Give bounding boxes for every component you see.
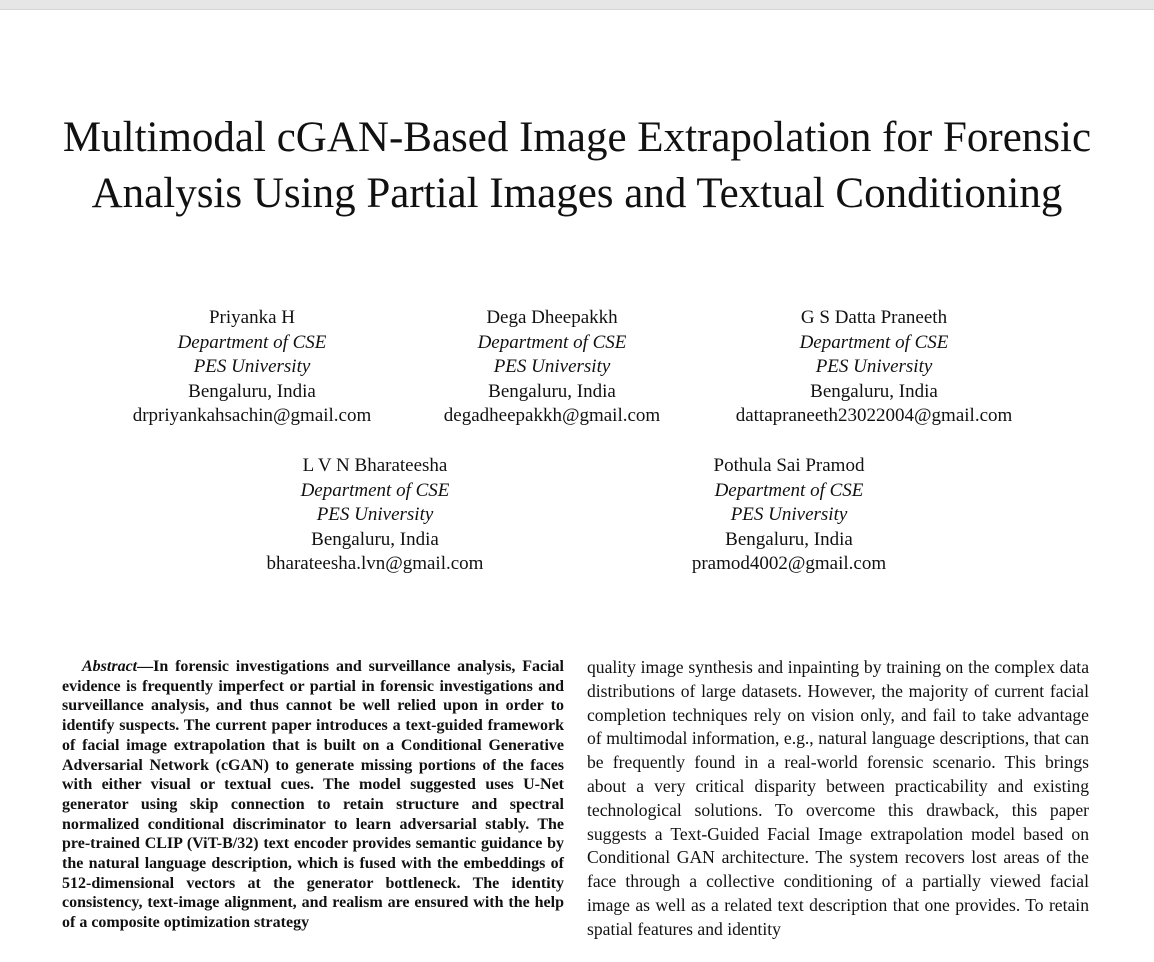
introduction-paragraph: quality image synthesis and inpainting by training on the complex data distributions of large datasets. However, the majority of current facial completion techniques rely on vision only, and fail to take advantage of multimodal information, e.g., natural language descriptions, that can be frequently found in a real-world forensic scenario. This brings about a very critical disparity between practicability and existing technological solutions. To overcome this drawback, this paper suggests a Text-Guided Facial Image extrapolation model based on Conditional GAN architecture. The system recovers lost areas of the face through a collective conditioning of a partially viewed facial image as well as a related text description that one provides. To retain spatial features and identity: [587, 657, 1089, 939]
author-email: bharateesha.lvn@gmail.com: [266, 553, 484, 575]
author-department: Department of CSE: [799, 331, 949, 353]
author-location: Bengaluru, India: [725, 528, 853, 550]
author-location: Bengaluru, India: [311, 528, 439, 550]
author-university: PES University: [493, 356, 611, 378]
author-location: Bengaluru, India: [488, 380, 616, 402]
author-name: Dega Dheepakkh: [486, 307, 618, 328]
abstract-paragraph: [62, 657, 564, 933]
author-university: PES University: [815, 356, 933, 378]
author-department: Department of CSE: [177, 331, 327, 353]
abstract-dash: —: [137, 658, 154, 675]
author-email: drpriyankahsachin@gmail.com: [132, 405, 372, 427]
author-name: Pothula Sai Pramod: [713, 455, 865, 476]
author-department: Department of CSE: [300, 479, 450, 501]
author-block: [639, 454, 939, 577]
author-block: [724, 306, 1024, 429]
author-email: pramod4002@gmail.com: [691, 553, 887, 575]
author-name: L V N Bharateesha: [302, 455, 448, 476]
author-name: Priyanka H: [208, 307, 295, 328]
author-university: PES University: [193, 356, 311, 378]
author-university: PES University: [730, 504, 848, 526]
abstract-label: Abstract: [82, 658, 138, 675]
author-department: Department of CSE: [714, 479, 864, 501]
abstract-text: In forensic investigations and surveillance analysis, Facial evidence is frequently imperfect or partial in forensic investigations and surveillance analysis, and thus cannot be well relied upon in order to identify suspects. The current paper introduces a text-guided framework of facial image extrapolation that is built on a Conditional Generative Adversarial Network (cGAN) to generate missing portions of the faces with either visual or textual cues. The model suggested uses U-Net generator using skip connection to retain structure and spectral normalized conditional discriminator to learn adversarial stably. The pre-trained CLIP (ViT-B/32) text encoder provides semantic guidance by the natural language description, which is fused with the embeddings of 512-dimensional vectors at the generator bottleneck. The identity consistency, text-image alignment, and realism are ensured with the help of a composite optimization strategy: [62, 658, 564, 932]
author-university: PES University: [316, 504, 434, 526]
author-department: Department of CSE: [477, 331, 627, 353]
author-location: Bengaluru, India: [188, 380, 316, 402]
author-block: [102, 306, 402, 429]
author-location: Bengaluru, India: [810, 380, 938, 402]
author-block: [225, 454, 525, 577]
author-name: G S Datta Praneeth: [800, 307, 948, 328]
author-email: degadheepakkh@gmail.com: [443, 405, 661, 427]
author-block: [402, 306, 702, 429]
paper-title: Multimodal cGAN-Based Image Extrapolation for Forensic Analysis Using Partial Images and Textual Conditioning: [62, 114, 1092, 217]
author-email: dattapraneeth23022004@gmail.com: [735, 405, 1013, 427]
viewer-top-bar: [0, 0, 1154, 10]
